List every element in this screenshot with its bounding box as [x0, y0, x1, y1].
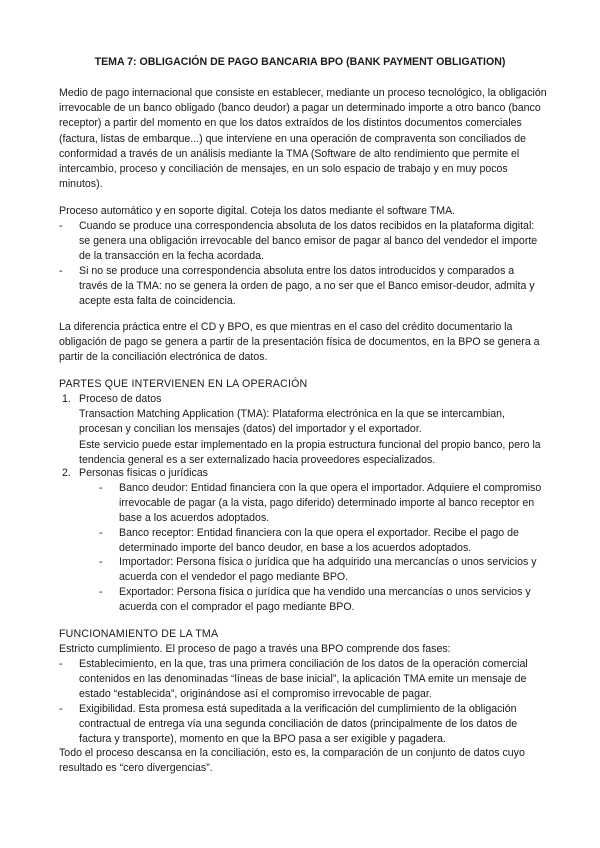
list-item-label: Personas físicas o jurídicas — [79, 467, 208, 479]
functioning-heading: FUNCIONAMIENTO DE LA TMA — [59, 628, 219, 640]
parts-heading: PARTES QUE INTERVIENEN EN LA OPERACIÓN — [59, 378, 308, 390]
page-title: TEMA 7: OBLIGACIÓN DE PAGO BANCARIA BPO (BANK PAYMENT OBLIGATION) — [94, 56, 506, 68]
list-item-text: Importador: Persona física o jurídica que ha adquirido una mercancías o unos servicios y acuerda con el vendedor el pago mediante BPO. — [119, 556, 537, 584]
list-item-text: Cuando se produce una correspondencia absoluta de los datos recibidos en la plataforma digital: se genera una obligación irrevocable del banco emisor de pagar al banco del vendedor el importe de la transacción en la fecha acordada. — [79, 220, 538, 263]
list-dash: - — [99, 586, 103, 598]
list-dash: - — [59, 703, 63, 715]
list-dash: - — [59, 265, 63, 277]
list-item-label: Proceso de datos — [79, 393, 162, 405]
list-number: 2. — [62, 467, 71, 479]
list-dash: - — [99, 482, 103, 494]
list-dash: - — [59, 220, 63, 232]
tma-implementation: Este servicio puede estar implementado en la propia estructura funcional del propio banco, pero la tendencia general es a ser externalizado hacia proveedores especializados. — [79, 438, 541, 466]
list-item-text: Banco receptor: Entidad financiera con la que opera el exportador. Recibe el pago de determinado importe del banco deudor, en base a los acuerdos adoptados. — [119, 527, 519, 555]
list-item-text: Banco deudor: Entidad financiera con la que opera el importador. Adquiere el compromiso irrevocable de pagar (a la vista, pago diferido) determinado importe al banco receptor en base a los acuerdos adoptados. — [119, 482, 542, 525]
process-lead: Proceso automático y en soporte digital. Coteja los datos mediante el software TMA. — [59, 205, 456, 217]
list-item-text: Establecimiento, en la que, tras una primera conciliación de los datos de la operación comercial contenidos en las denominadas “líneas de base inicial”, la aplicación TMA emite un mensaje de estado “establecida”, originándose así el compromiso irrevocable de pagar. — [79, 658, 528, 701]
list-item-text: Si no se produce una correspondencia absoluta entre los datos introducidos y comparados a través de la TMA: no se genera la orden de pago, a no ser que el Banco emisor-deudor, admita y acepte esta falta de coincidencia. — [79, 265, 535, 308]
list-dash: - — [99, 527, 103, 539]
list-item-text: Exigibilidad. Esta promesa está supeditada a la verificación del cumplimiento de la obligación contractual de entrega vía una segunda conciliación de datos (principalmente de los datos de factura y transporte), momento en que la BPO pasa a ser exigible y pagadera. — [79, 703, 518, 746]
list-dash: - — [99, 556, 103, 568]
difference-paragraph: La diferencia práctica entre el CD y BPO, es que mientras en el caso del crédito documentario la obligación de pago se genera a partir de la presentación física de documentos, en la BPO se genera a partir de la conciliación electrónica de datos. — [59, 321, 540, 364]
functioning-lead: Estricto cumplimiento. El proceso de pago a través una BPO comprende dos fases: — [59, 643, 451, 655]
list-item-text: Exportador: Persona física o jurídica que ha vendido una mercancías o unos servicios y acuerda con el comprador el pago mediante BPO. — [119, 586, 531, 614]
list-number: 1. — [62, 393, 71, 405]
tma-description: Transaction Matching Application (TMA): Plataforma electrónica en la que se intercambian, procesan y concilian los mensajes (datos) del importador y el exportador. — [79, 408, 505, 436]
list-dash: - — [59, 658, 63, 670]
intro-paragraph: Medio de pago internacional que consiste en establecer, mediante un proceso tecnológico, la obligación irrevocable de un banco obligado (banco deudor) a pagar un determinado importe a otro banco (banco receptor) a partir del momento en que los datos extraídos de los distintos documentos comerciales (factura, listas de embarque...) que interviene en una operación de compraventa son conciliados de conformidad a través de un análisis mediante la TMA (Software de alto rendimiento que permite el intercambio, proceso y conciliación de mensajes, en un solo espacio de trabajo y en muy pocos minutos). — [59, 87, 547, 191]
closing-paragraph: Todo el proceso descansa en la conciliación, esto es, la comparación de un conjunto de datos cuyo resultado es “cero divergencias”. — [59, 747, 525, 775]
